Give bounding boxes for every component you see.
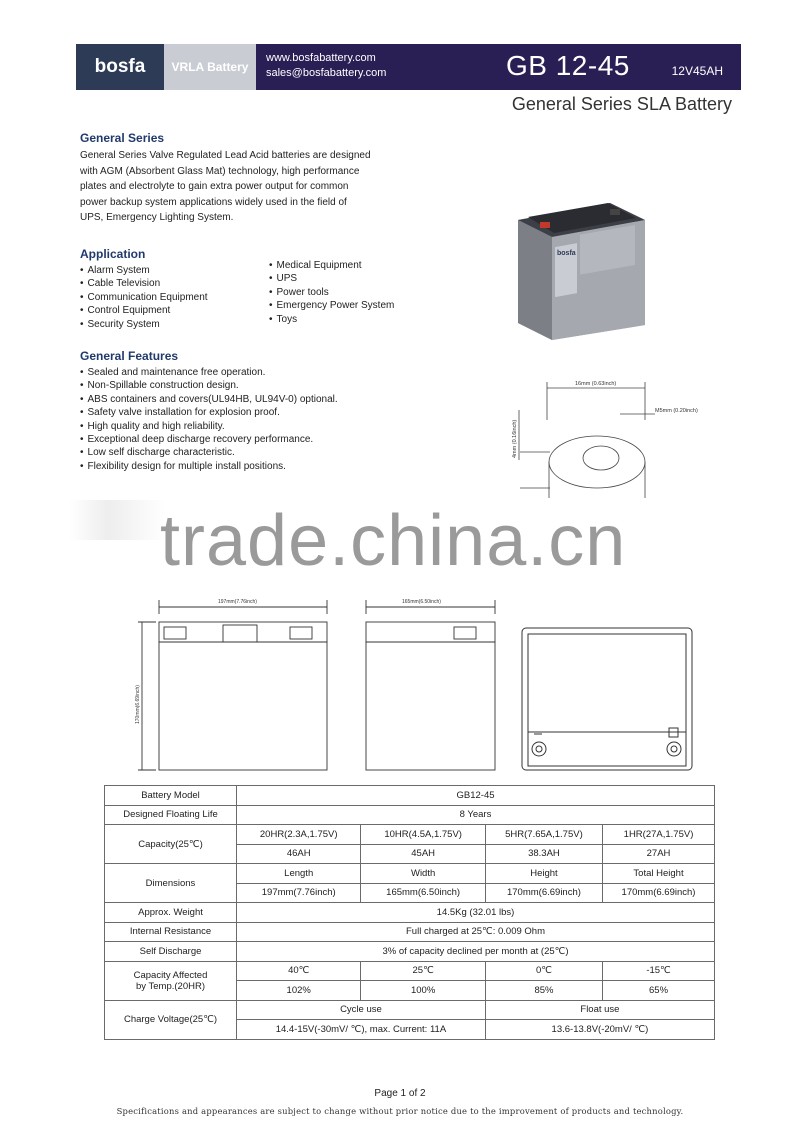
table-cell: 100% (361, 981, 485, 1001)
table-label-line: by Temp.(20HR) (136, 980, 205, 992)
application-list-left (80, 264, 208, 331)
table-label (105, 961, 237, 1000)
application-list-right (269, 259, 394, 326)
brand-logo: bosfa (76, 44, 164, 90)
table-cell: 14.4-15V(-30mV/ ℃), max. Current: 11A (237, 1020, 486, 1040)
table-cell: 197mm(7.76inch) (237, 883, 361, 903)
table-label: Dimensions (105, 864, 237, 903)
table-cell: Full charged at 25℃: 0.009 Ohm (237, 922, 715, 942)
list-item: • Communication Equipment (80, 291, 208, 304)
table-cell: 40℃ (237, 961, 361, 981)
general-series-line: UPS, Emergency Lighting System. (80, 212, 234, 223)
list-item: • Exceptional deep discharge recovery performance. (80, 433, 338, 446)
table-cell: 65% (603, 981, 715, 1001)
series-title: General Series SLA Battery (511, 94, 732, 114)
footer-note: Specifications and appearances are subject to change without prior notice due to the improvement of products and technology. (116, 1106, 684, 1116)
table-label: Approx. Weight (105, 903, 237, 923)
table-cell: 10HR(4.5A,1.75V) (361, 825, 485, 845)
table-cell: 25℃ (361, 961, 485, 981)
top-view-drawing (518, 624, 696, 774)
application-heading: Application (80, 247, 146, 261)
table-cell: Total Height (603, 864, 715, 884)
table-label: Self Discharge (105, 942, 237, 962)
list-item: • UPS (269, 272, 394, 285)
battery-photo (510, 185, 650, 340)
table-label: Charge Voltage(25℃) (105, 1000, 237, 1039)
general-series-line: with AGM (Absorbent Glass Mat) technology, high performance (80, 165, 360, 177)
front-view-drawing (130, 594, 340, 779)
table-cell: 85% (485, 981, 602, 1001)
general-series-line: plates and electrolyte to gain extra power output for common (80, 181, 349, 192)
table-cell: GB12-45 (237, 786, 715, 806)
list-item: • Sealed and maintenance free operation. (80, 366, 338, 379)
features-list (80, 366, 338, 473)
terminal-height-label: 4mm (0.16inch) (512, 419, 518, 458)
table-label-line: Capacity Affected (133, 969, 208, 981)
list-item: • Security System (80, 318, 208, 331)
table-cell: Length (237, 864, 361, 884)
table-cell: 20HR(2.3A,1.75V) (237, 825, 361, 845)
terminal-width-label: 16mm (0.63inch) (575, 381, 617, 387)
general-series-line: General Series Valve Regulated Lead Acid batteries are designed (80, 150, 371, 161)
side-width-label: 165mm(6.50inch) (402, 599, 441, 605)
list-item: • Medical Equipment (269, 259, 394, 272)
table-cell: 38.3AH (485, 844, 602, 864)
general-series-text (80, 148, 410, 226)
table-row (105, 903, 715, 923)
table-label: Internal Resistance (105, 922, 237, 942)
table-cell: Width (361, 864, 485, 884)
general-series-heading: General Series (80, 131, 165, 145)
table-cell: 170mm(6.69inch) (485, 883, 602, 903)
list-item: • Toys (269, 313, 394, 326)
list-item: • Safety valve installation for explosion proof. (80, 406, 338, 419)
table-row (105, 864, 715, 884)
website-link[interactable]: www.bosfabattery.com (266, 52, 376, 64)
table-row (105, 961, 715, 981)
table-row (105, 922, 715, 942)
list-item: • High quality and high reliability. (80, 420, 338, 433)
table-row (105, 1000, 715, 1020)
table-label: Capacity(25℃) (105, 825, 237, 864)
table-cell: 46AH (237, 844, 361, 864)
model-spec: 12V45AH (671, 64, 723, 78)
table-cell: 1HR(27A,1.75V) (603, 825, 715, 845)
list-item: • Alarm System (80, 264, 208, 277)
table-cell: 14.5Kg (32.01 lbs) (237, 903, 715, 923)
table-cell: 102% (237, 981, 361, 1001)
watermark-blur (70, 500, 165, 540)
table-cell: 8 Years (237, 805, 715, 825)
table-row (105, 805, 715, 825)
table-cell: 0℃ (485, 961, 602, 981)
terminal-bolt-label: M5mm (0.20inch) (655, 408, 698, 414)
front-width-label: 197mm(7.76inch) (218, 599, 257, 605)
general-series-line: power backup system applications widely used in the field of (80, 196, 347, 208)
table-cell: 13.6-13.8V(-20mV/ ℃) (485, 1020, 714, 1040)
list-item: • Non-Spillable construction design. (80, 379, 338, 392)
spec-table (104, 785, 715, 1040)
table-label: Designed Floating Life (105, 805, 237, 825)
front-height-label: 170mm(6.69inch) (135, 685, 141, 724)
features-heading: General Features (80, 349, 179, 363)
table-cell: Height (485, 864, 602, 884)
table-cell: 5HR(7.65A,1.75V) (485, 825, 602, 845)
list-item: • Flexibility design for multiple install positions. (80, 460, 338, 473)
table-row (105, 825, 715, 845)
list-item: • Control Equipment (80, 304, 208, 317)
table-cell: -15℃ (603, 961, 715, 981)
table-cell: 165mm(6.50inch) (361, 883, 485, 903)
contact-block (266, 51, 386, 81)
table-cell: Cycle use (237, 1000, 486, 1020)
list-item: • Low self discharge characteristic. (80, 446, 338, 459)
list-item: • Cable Television (80, 277, 208, 290)
list-item: • Emergency Power System (269, 299, 394, 312)
table-row (105, 942, 715, 962)
table-label: Battery Model (105, 786, 237, 806)
model-title: GB 12-45 (506, 50, 630, 81)
brand-subtitle: VRLA Battery (164, 44, 256, 90)
watermark: trade.china.cn (160, 501, 627, 581)
header-contact-bar (256, 44, 741, 90)
table-cell: 170mm(6.69inch) (603, 883, 715, 903)
header-banner (76, 44, 741, 90)
table-row (105, 786, 715, 806)
side-view-drawing (350, 594, 505, 779)
table-cell: 45AH (361, 844, 485, 864)
page-number: Page 1 of 2 (374, 1088, 426, 1099)
table-cell: Float use (485, 1000, 714, 1020)
terminal-diagram (505, 370, 715, 500)
list-item: • Power tools (269, 286, 394, 299)
battery-label: bosfa (557, 250, 576, 257)
table-cell: 3% of capacity declined per month at (25℃) (237, 942, 715, 962)
email-link[interactable]: sales@bosfabattery.com (266, 67, 387, 79)
table-cell: 27AH (603, 844, 715, 864)
list-item: • ABS containers and covers(UL94HB, UL94V-0) optional. (80, 393, 338, 406)
